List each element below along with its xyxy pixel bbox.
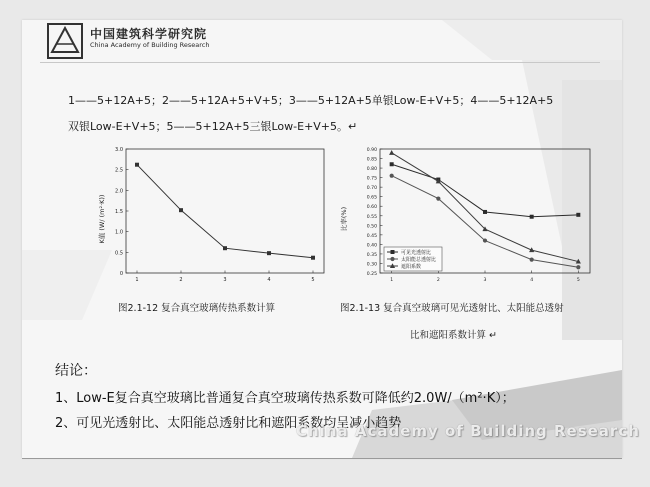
org-name-en: China Academy of Building Research (90, 41, 210, 49)
y-tick-label: 0.5 (115, 250, 123, 257)
y-tick-label: 0.50 (366, 224, 377, 230)
legend-marker (391, 250, 395, 254)
figure-caption-2-1-12: 图2.1-12 复合真空玻璃传热系数计算 (118, 303, 276, 314)
data-point (389, 150, 394, 155)
k-chart-ylabel: K值 (W/ (m²·K)) (98, 194, 106, 244)
data-point (390, 162, 394, 166)
data-point (223, 246, 227, 250)
data-point (576, 265, 580, 269)
y-tick-label: 0.35 (366, 252, 377, 258)
x-tick-label: 3 (483, 278, 487, 283)
y-tick-label: 0.60 (366, 205, 377, 211)
y-tick-label: 1.5 (115, 209, 123, 215)
legend-label: 遮阳系数 (401, 264, 422, 270)
y-tick-label: 2.5 (115, 167, 123, 174)
series-line (137, 165, 313, 258)
data-point (436, 197, 440, 201)
legend-label: 太阳能总透射比 (401, 257, 437, 263)
legend-label: 可见光透射比 (401, 250, 432, 256)
data-point (483, 238, 487, 242)
y-tick-label: 0.75 (366, 176, 377, 182)
glass-legend-line-2: 双银Low-E+V+5；5——5+12A+5三银Low-E+V+5。↵ (68, 120, 358, 133)
y-tick-label: 1.0 (115, 229, 123, 236)
y-tick-label: 0.80 (366, 167, 377, 173)
data-point (179, 208, 183, 212)
figure-caption-2-1-13-line2: 比和遮阳系数计算 ↵ (410, 330, 497, 341)
figure-caption-2-1-13-line1: 图2.1-13 复合真空玻璃可见光透射比、太阳能总透射 (340, 303, 564, 314)
chart-legend (384, 247, 442, 271)
conclusion-item-1: 1、Low-E复合真空玻璃比普通复合真空玻璃传热系数可降低约2.0W/（m²·K）； (55, 391, 515, 406)
y-tick-label: 3.0 (115, 147, 123, 153)
x-tick-label: 1 (135, 277, 139, 283)
series-line (392, 164, 579, 216)
data-point (530, 215, 534, 219)
series-line (392, 153, 579, 262)
k-value-chart (92, 143, 332, 295)
org-name-cn: 中国建筑科学研究院 (90, 27, 208, 41)
data-point (483, 210, 487, 214)
data-point (530, 258, 534, 262)
y-tick-label: 0.65 (366, 195, 377, 201)
y-tick-label: 0.70 (366, 186, 377, 192)
y-tick-label: 0.40 (366, 243, 377, 249)
data-point (135, 163, 139, 167)
data-point (390, 174, 394, 178)
x-tick-label: 5 (576, 278, 580, 283)
x-tick-label: 4 (267, 277, 271, 283)
conclusion-item-2: 2、可见光透射比、太阳能总透射比和遮阳系数均呈减小趋势 (55, 416, 402, 431)
y-tick-label: 0.55 (366, 214, 377, 220)
transmittance-chart-ylabel: 比率(%) (340, 206, 348, 232)
header-divider (40, 62, 600, 63)
watermark-text: China Academy of Building Research (296, 422, 640, 440)
x-tick-label: 5 (311, 277, 315, 283)
x-tick-label: 2 (179, 277, 183, 283)
x-tick-label: 1 (390, 278, 394, 283)
y-tick-label: 0.30 (366, 262, 377, 268)
data-point (576, 213, 580, 217)
bottom-divider (22, 458, 622, 459)
glass-legend-line-1: 1——5+12A+5；2——5+12A+5+V+5；3——5+12A+5单银Low-E+V+5；4——5+12A+5 (68, 94, 554, 107)
legend-marker (390, 257, 394, 261)
y-tick-label: 0.85 (366, 157, 377, 163)
conclusion-title: 结论： (55, 363, 97, 379)
x-tick-label: 4 (530, 278, 534, 283)
x-tick-label: 3 (223, 277, 227, 283)
y-tick-label: 2.0 (115, 188, 123, 195)
plot-frame (126, 149, 324, 273)
y-tick-label: 0.45 (366, 233, 377, 239)
data-point (267, 251, 271, 255)
y-tick-label: 0.25 (366, 272, 377, 277)
transmittance-chart (332, 143, 594, 295)
x-tick-label: 2 (436, 278, 440, 283)
y-tick-label: 0 (119, 271, 123, 277)
cabr-logo-icon (46, 22, 84, 60)
y-tick-label: 0.90 (366, 148, 377, 153)
org-logo (46, 22, 246, 62)
data-point (311, 256, 315, 260)
